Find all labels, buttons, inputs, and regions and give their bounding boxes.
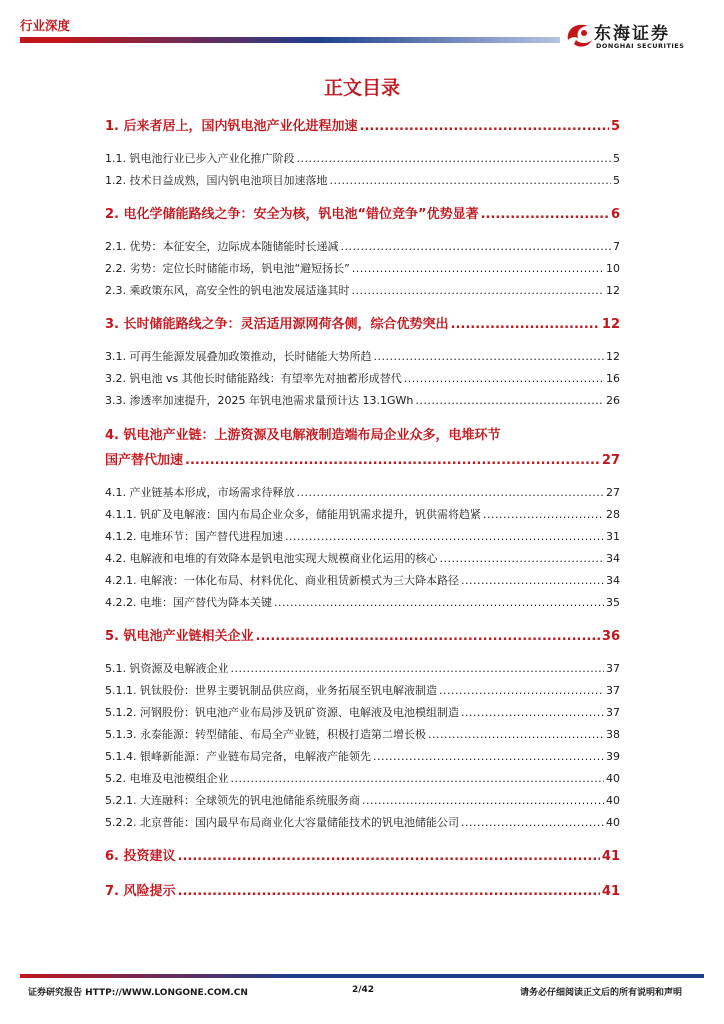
toc-entry-text: 4.2. 电解液和电堆的有效降本是钒电池实现大规模商业化运用的核心 <box>105 552 438 565</box>
toc-entry[interactable] <box>105 704 620 720</box>
toc-entry-text: 3.2. 钒电池 vs 其他长时储能路线：有望率先对抽蓄形成替代 <box>105 372 402 385</box>
toc-entry-page: 37 <box>606 684 620 697</box>
toc-entry-page: 27 <box>606 486 620 499</box>
toc-entry-page: 10 <box>606 262 620 275</box>
toc-entry-text: 2.2. 劣势：定位长时储能市场，钒电池“避短扬长” <box>105 262 350 275</box>
toc-entry-page: 41 <box>601 884 620 899</box>
toc-entry-text: 5.1.1. 钒钛股份：世界主要钒制品供应商，业务拓展至钒电解液制造 <box>105 684 437 697</box>
toc-entry-text: 5.2. 电堆及电池模组企业 <box>105 772 229 785</box>
toc-entry-text: 2.1. 优势：本征安全，边际成本随储能时长递减 <box>105 240 339 253</box>
toc-entry-text: 5.1. 钒资源及电解液企业 <box>105 662 229 675</box>
logo-chinese-name: 东海证券 <box>594 24 670 44</box>
toc-entry[interactable] <box>105 282 620 298</box>
toc-entry[interactable] <box>105 392 620 408</box>
toc-entry[interactable] <box>105 203 620 222</box>
toc-entry[interactable] <box>105 506 620 522</box>
toc-entry[interactable] <box>105 880 620 899</box>
toc-entry-page: 40 <box>606 816 620 829</box>
toc-entry-page: 7 <box>613 240 620 253</box>
toc-entry-page: 37 <box>606 662 620 675</box>
toc-entry-text: 1.2. 技术日益成熟，国内钒电池项目加速落地 <box>105 174 328 187</box>
toc-entry[interactable] <box>105 770 620 786</box>
toc-entry-text: 1.1. 钒电池行业已步入产业化推广阶段 <box>105 152 295 165</box>
toc-entry-text: 5.1.4. 银峰新能源：产业链布局完备，电解液产能领先 <box>105 750 371 763</box>
toc-entry-page: 39 <box>606 750 620 763</box>
toc-entry-page: 27 <box>601 453 620 468</box>
toc-title: 正文目录 <box>323 77 400 99</box>
toc-entry-page: 5 <box>613 152 620 165</box>
footer-divider <box>20 974 704 978</box>
toc-entry-text: 4.1. 产业链基本形成，市场需求待释放 <box>105 486 295 499</box>
toc-entry-text: 4.1.1. 钒矿及电解液：国内布局企业众多，储能用钒需求提升，钒供需将趋紧 <box>105 508 481 521</box>
toc-entry-text: 4.2.2. 电堆：国产替代为降本关键 <box>105 596 272 609</box>
toc-entry[interactable] <box>105 150 620 166</box>
toc-entry-text: 5.1.2. 河钢股份：钒电池产业布局涉及钒矿资源、电解液及电池模组制造 <box>105 706 459 719</box>
toc-entry-text: 5. 钒电池产业链相关企业 <box>105 629 254 644</box>
toc-entry-page: 5 <box>613 174 620 187</box>
toc-entry-page: 40 <box>606 794 620 807</box>
toc-entry[interactable] <box>105 172 620 188</box>
toc-entry[interactable] <box>105 313 620 332</box>
toc-entry[interactable] <box>105 660 620 676</box>
toc-entry[interactable] <box>105 484 620 500</box>
toc-entry-text: 4.2.1. 电解液：一体化布局、材料优化、商业租赁新模式为三大降本路径 <box>105 574 459 587</box>
toc-entry[interactable] <box>105 528 620 544</box>
footer-disclaimer: 请务必仔细阅读正文后的所有说明和声明 <box>520 988 683 998</box>
toc-entry-text: 5.2.2. 北京普能：国内最早布局商业化大容量储能技术的钒电池储能公司 <box>105 816 459 829</box>
toc-entry[interactable] <box>105 748 620 764</box>
toc-entry[interactable] <box>105 594 620 610</box>
toc-entry-page: 12 <box>601 317 620 332</box>
toc-entry[interactable] <box>105 625 620 644</box>
toc-entry-text: 1. 后来者居上，国内钒电池产业化进程加速 <box>105 119 358 134</box>
toc-entry[interactable] <box>105 348 620 364</box>
toc-entry-text: 3. 长时储能路线之争：灵活适用源网荷各侧，综合优势突出 <box>105 317 449 332</box>
toc-entry[interactable] <box>105 572 620 588</box>
toc-entry-text: 7. 风险提示 <box>105 884 176 899</box>
toc-entry-text: 6. 投资建议 <box>105 849 176 864</box>
toc-entry-page: 35 <box>606 596 620 609</box>
toc-entry[interactable] <box>105 792 620 808</box>
toc-entry[interactable] <box>105 115 620 134</box>
toc-entry[interactable] <box>105 814 620 830</box>
toc-entry[interactable] <box>105 449 620 468</box>
toc-entry[interactable] <box>105 370 620 386</box>
logo-english-name: DONGHAI SECURITIES <box>596 42 685 50</box>
toc-entry-text: 5.2.1. 大连融科：全球领先的钒电池储能系统服务商 <box>105 794 360 807</box>
toc-entry-text: 2.3. 乘政策东风，高安全性的钒电池发展适逢其时 <box>105 284 350 297</box>
toc-entry[interactable] <box>105 238 620 254</box>
toc-entry-text-continued: 国产替代加速 <box>105 453 184 468</box>
toc-entry-page: 34 <box>606 574 620 587</box>
toc-entry-page: 6 <box>610 207 620 222</box>
toc-entry-page: 12 <box>606 284 620 297</box>
toc-entry-page: 26 <box>606 394 620 407</box>
toc-entry-text: 3.1. 可再生能源发展叠加政策推动，长时储能大势所趋 <box>105 350 372 363</box>
toc-entry-page: 5 <box>610 119 620 134</box>
toc-entry-text[interactable]: 4. 钒电池产业链：上游资源及电解液制造端布局企业众多，电堆环节 <box>105 428 501 443</box>
toc-entry-page: 28 <box>606 508 620 521</box>
toc-entry[interactable] <box>105 260 620 276</box>
header-divider <box>20 37 560 43</box>
page-number: 2/42 <box>352 985 375 995</box>
toc-entry-text: 5.1.3. 永泰能源：转型储能、布局全产业链，积极打造第二增长极 <box>105 728 426 741</box>
toc-entry[interactable] <box>105 550 620 566</box>
toc-entry-page: 40 <box>606 772 620 785</box>
report-category-label: 行业深度 <box>20 18 71 33</box>
toc-entry-page: 38 <box>606 728 620 741</box>
toc-entry[interactable] <box>105 682 620 698</box>
toc-entry-page: 12 <box>606 350 620 363</box>
toc-entry-page: 37 <box>606 706 620 719</box>
toc-entry-text: 4.1.2. 电堆环节：国产替代进程加速 <box>105 530 283 543</box>
toc-entry-page: 16 <box>606 372 620 385</box>
toc-entry-page: 31 <box>606 530 620 543</box>
toc-entry-text: 3.3. 渗透率加速提升，2025 年钒电池需求量预计达 13.1GWh <box>105 394 414 407</box>
toc-entry-page: 34 <box>606 552 620 565</box>
toc-entry-page: 36 <box>601 629 620 644</box>
toc-entry[interactable] <box>105 845 620 864</box>
toc-entry[interactable] <box>105 726 620 742</box>
toc-entry-page: 41 <box>601 849 620 864</box>
toc-entry-text: 2. 电化学储能路线之争：安全为核，钒电池“错位竞争”优势显著 <box>105 207 479 222</box>
footer-left-text: 证券研究报告 HTTP://WWW.LONGONE.COM.CN <box>28 988 248 998</box>
